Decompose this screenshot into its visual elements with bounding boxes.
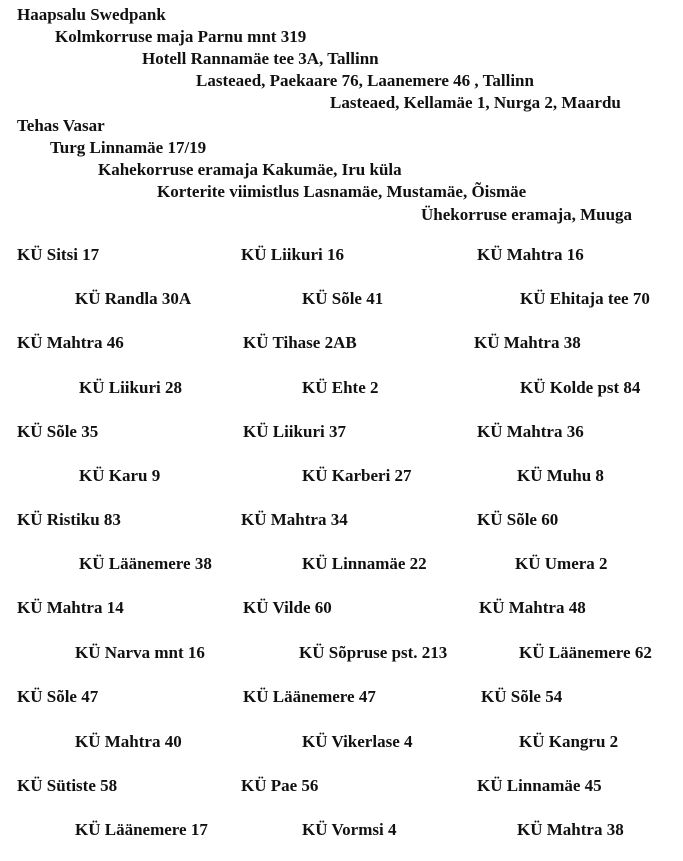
association-item: KÜ Narva mnt 16 — [75, 643, 205, 662]
association-item: KÜ Sitsi 17 — [17, 245, 100, 264]
project-line: Lasteaed, Paekaare 76, Laanemere 46 , Tallinn — [196, 71, 534, 90]
association-item: KÜ Mahtra 36 — [477, 422, 584, 441]
association-item: KÜ Sõle 35 — [17, 422, 99, 441]
project-line: Turg Linnamäe 17/19 — [50, 138, 207, 157]
association-item: KÜ Sõle 54 — [481, 687, 563, 706]
project-line: Tehas Vasar — [17, 116, 105, 135]
association-item: KÜ Sütiste 58 — [17, 776, 118, 795]
association-item: KÜ Vikerlase 4 — [302, 732, 413, 751]
association-item: KÜ Karu 9 — [79, 466, 161, 485]
association-item: KÜ Karberi 27 — [302, 466, 412, 485]
association-item: KÜ Läänemere 62 — [519, 643, 652, 662]
association-item: KÜ Kolde pst 84 — [520, 378, 641, 397]
project-line: Hotell Rannamäe tee 3A, Tallinn — [142, 49, 379, 68]
association-item: KÜ Mahtra 40 — [75, 732, 182, 751]
project-line: Haapsalu Swedpank — [17, 5, 166, 24]
project-line: Kahekorruse eramaja Kakumäe, Iru küla — [98, 160, 402, 179]
association-item: KÜ Linnamäe 22 — [302, 554, 427, 573]
association-item: KÜ Läänemere 17 — [75, 820, 208, 839]
association-item: KÜ Randla 30A — [75, 289, 192, 308]
association-item: KÜ Liikuri 37 — [243, 422, 346, 441]
project-line: Ühekorruse eramaja, Muuga — [421, 205, 633, 224]
association-item: KÜ Liikuri 28 — [79, 378, 182, 397]
association-item: KÜ Pae 56 — [241, 776, 319, 795]
association-item: KÜ Muhu 8 — [517, 466, 604, 485]
association-item: KÜ Tihase 2AB — [243, 333, 357, 352]
project-line: Korterite viimistlus Lasnamäe, Mustamäe, Õismäe — [157, 182, 527, 201]
association-item: KÜ Sõle 60 — [477, 510, 559, 529]
association-item: KÜ Mahtra 34 — [241, 510, 348, 529]
association-item: KÜ Mahtra 38 — [517, 820, 624, 839]
association-item: KÜ Vilde 60 — [243, 598, 332, 617]
association-item: KÜ Kangru 2 — [519, 732, 619, 751]
association-item: KÜ Sõle 47 — [17, 687, 99, 706]
association-item: KÜ Linnamäe 45 — [477, 776, 602, 795]
project-line: Lasteaed, Kellamäe 1, Nurga 2, Maardu — [330, 93, 621, 112]
association-item: KÜ Mahtra 48 — [479, 598, 586, 617]
association-item: KÜ Ehte 2 — [302, 378, 379, 397]
association-item: KÜ Vormsi 4 — [302, 820, 397, 839]
association-item: KÜ Mahtra 14 — [17, 598, 124, 617]
association-item: KÜ Mahtra 46 — [17, 333, 124, 352]
association-item: KÜ Mahtra 38 — [474, 333, 581, 352]
association-item: KÜ Liikuri 16 — [241, 245, 344, 264]
association-item: KÜ Läänemere 47 — [243, 687, 376, 706]
association-item: KÜ Umera 2 — [515, 554, 608, 573]
association-item: KÜ Sõle 41 — [302, 289, 384, 308]
project-line: Kolmkorruse maja Parnu mnt 319 — [55, 27, 307, 46]
association-item: KÜ Ristiku 83 — [17, 510, 121, 529]
association-item: KÜ Mahtra 16 — [477, 245, 584, 264]
association-item: KÜ Läänemere 38 — [79, 554, 212, 573]
association-item: KÜ Sõpruse pst. 213 — [299, 643, 448, 662]
association-item: KÜ Ehitaja tee 70 — [520, 289, 650, 308]
